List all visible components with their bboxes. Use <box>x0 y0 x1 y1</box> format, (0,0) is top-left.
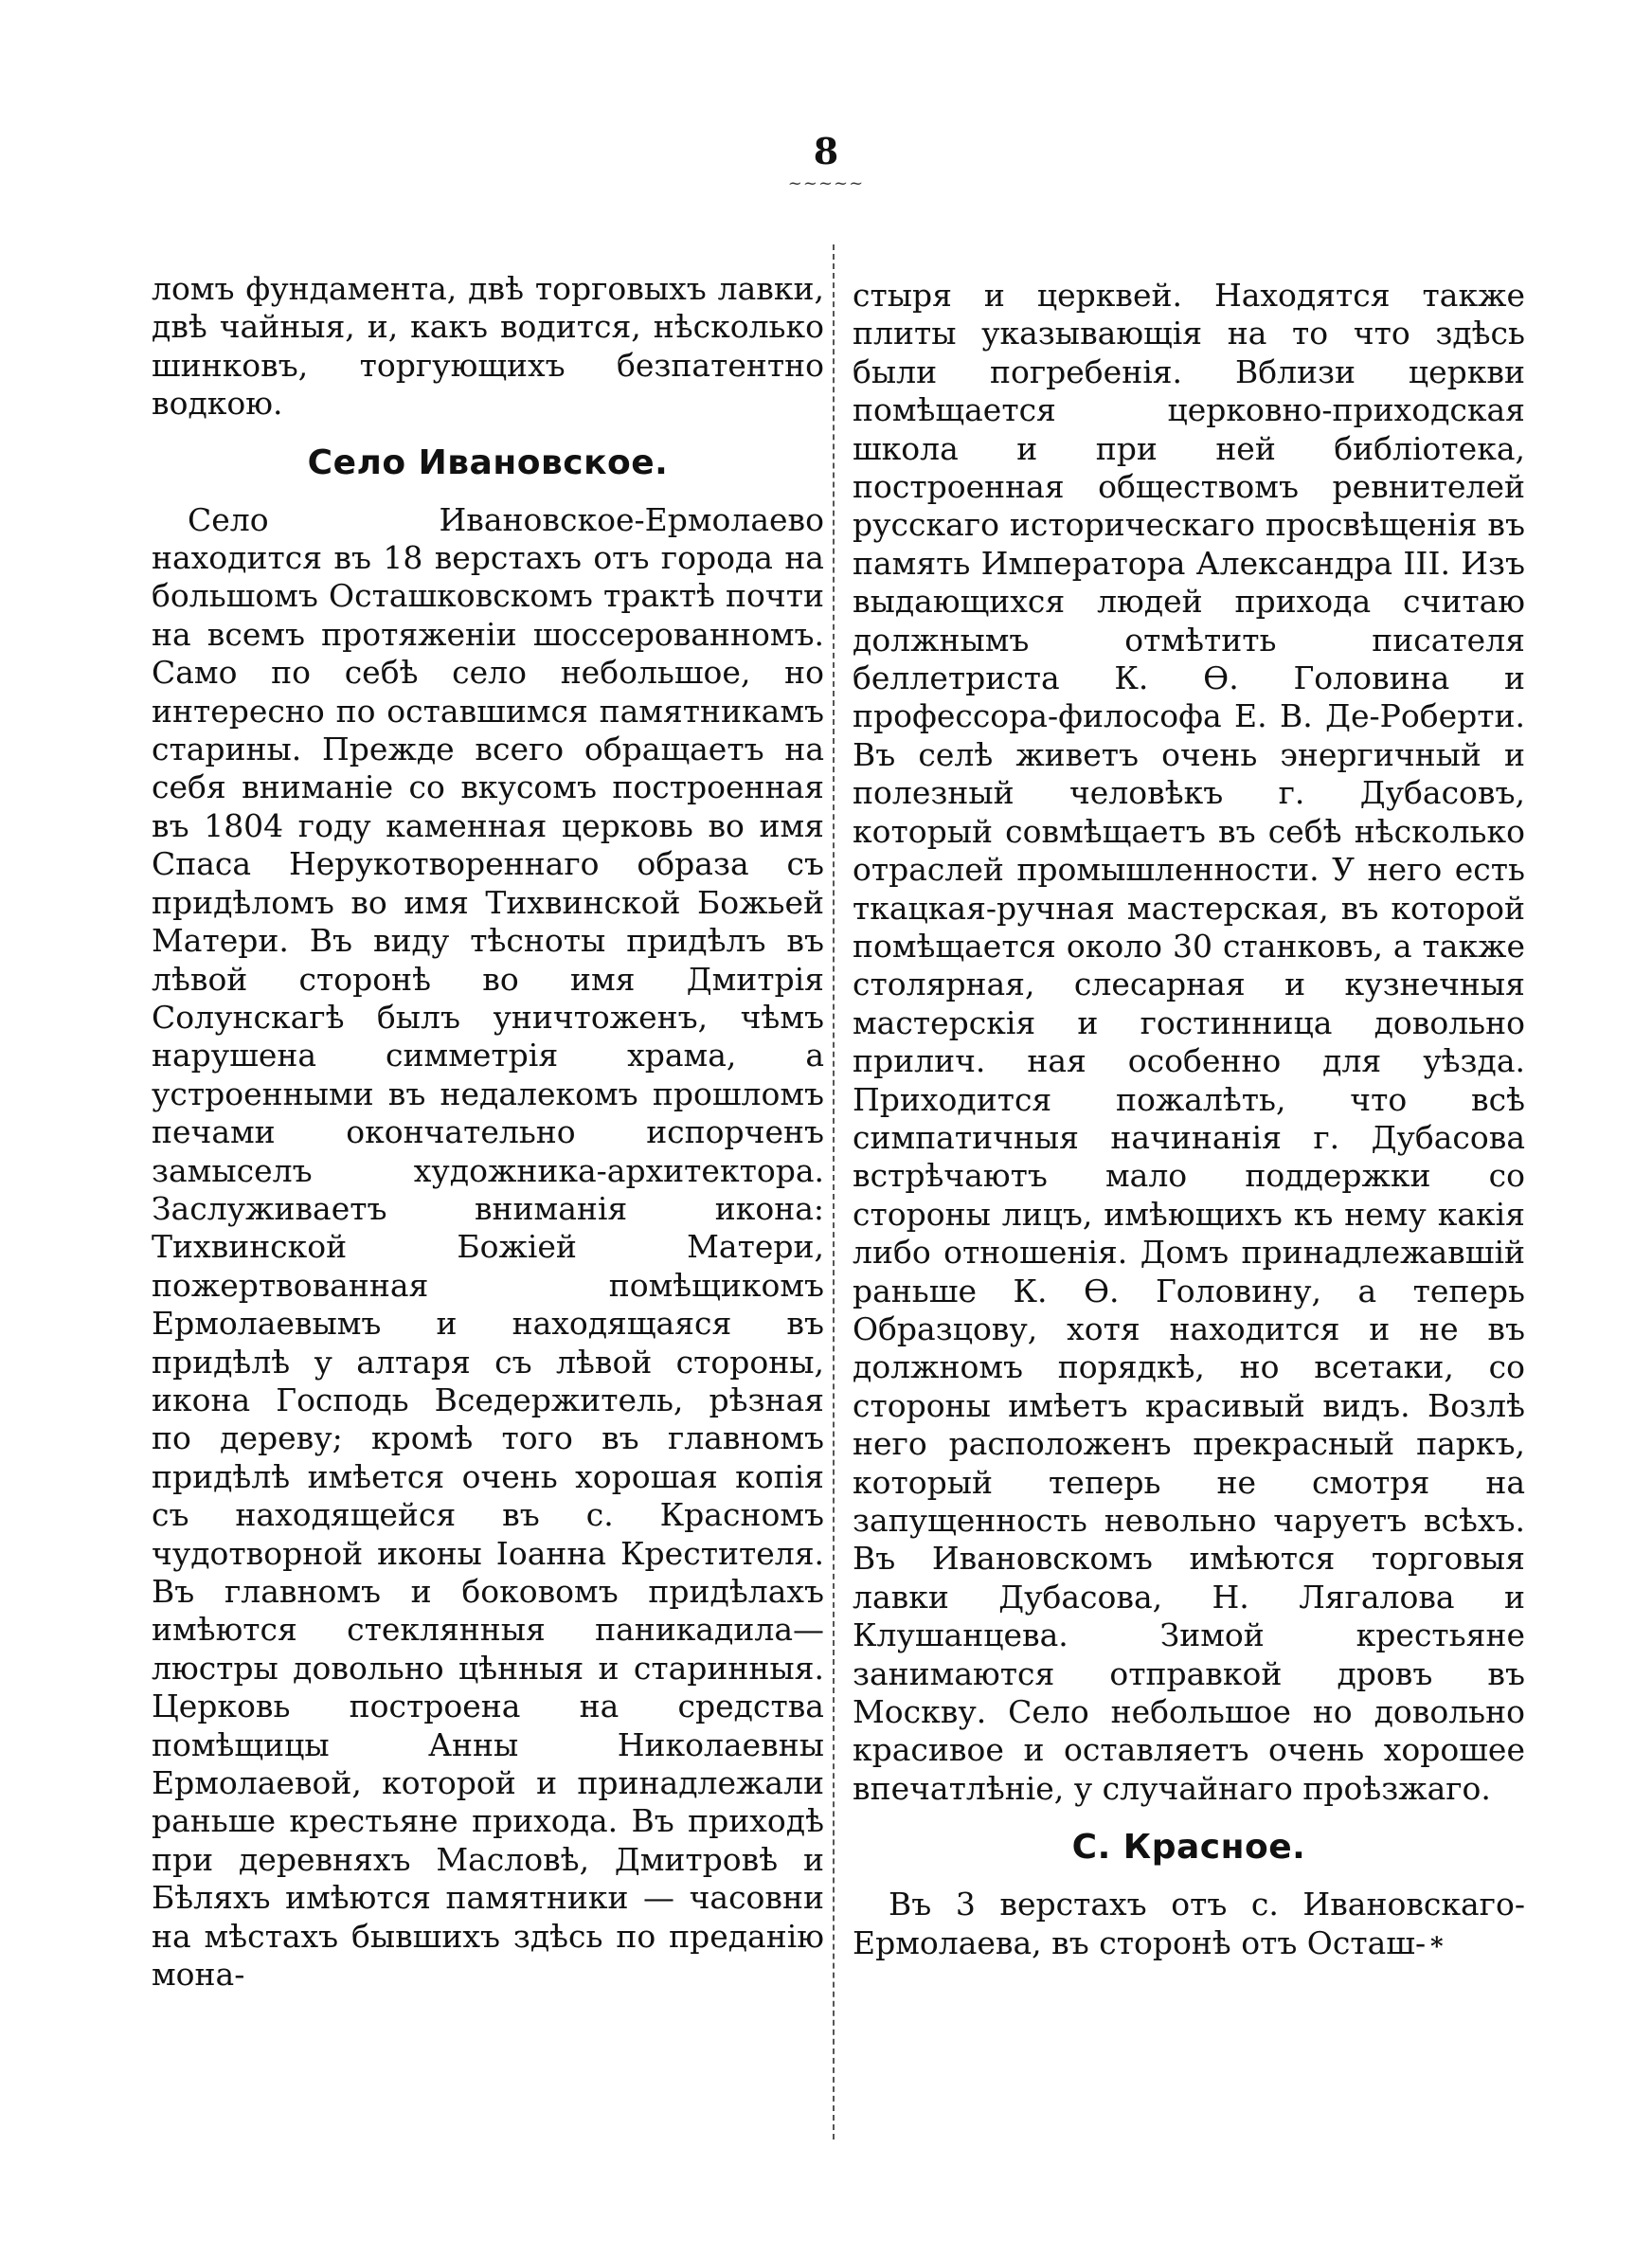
section-heading-ivanovskoe: Село Ивановское. <box>307 442 669 482</box>
paragraph-krasnoe: Въ 3 верстахъ отъ с. Ивановскаго-Ермолаева, въ сторонѣ отъ Осташ- <box>853 1886 1525 1961</box>
asterisk-mark: * <box>1430 1933 1444 1961</box>
column-divider <box>833 244 835 2140</box>
page-number: 8 <box>813 130 839 172</box>
paragraph-continuation: стыря и церквей. Находятся также плиты указывающія на то что здѣсь были погребенія. Вблизи церкви помѣщается церковно-приходская школа и при ней библіотека, построенная обществомъ ревнителей русскаго историческаго просвѣщенія въ память Императора Александра III. Изъ выдающихся людей прихода считаю должнымъ отмѣтить писателя беллетриста К. Ѳ. Головина и профессора-философа Е. В. Де-Роберти. Въ селѣ живетъ очень энергичный и полезный человѣкъ г. Дубасовъ, который совмѣщаетъ въ себѣ нѣсколько отраслей промышленности. У него есть ткацкая-ручная мастерская, въ которой помѣщается около 30 станковъ, а также столярная, слесарная и кузнечныя мастерскія и гостинница довольно прилич. ная особенно для уѣзда. Приходится пожалѣть, что всѣ симпатичныя начинанія г. Дубасова встрѣчаютъ мало поддержки со стороны лицъ, имѣющихъ къ нему какія либо отношенія. Домъ принадлежавшій раньше К. Ѳ. Головину, а теперь Образцову, хотя находится и не въ должномъ порядкѣ, но всетаки, со стороны имѣетъ красивый видъ. Возлѣ него расположенъ прекрасный паркъ, который теперь не смотря на запущенность невольно чаруетъ всѣхъ. Въ Ивановскомъ имѣются торговыя лавки Дубасова, Н. Лягалова и Клушанцева. Зимой крестьяне занимаются отправкой дровъ въ Москву. Село небольшое но довольно красивое и оставляетъ очень хорошее впечатлѣніе, у случайнаго проѣзжаго. <box>853 277 1525 1807</box>
paragraph-ivanovskoe: Село Ивановское-Ермолаево находится въ 18 верстахъ отъ города на большомъ Осташковскомъ трактѣ почти на всемъ протяженіи шоссерованномъ. Само по себѣ село небольшое, но интересно по оставшимся памятникамъ старины. Прежде всего обращаетъ на себя вниманіе со вкусомъ построенная въ 1804 году каменная церковь во имя Спаса Нерукотвореннаго образа съ придѣломъ во имя Тихвинской Божьей Матери. Въ виду тѣсноты придѣлъ въ лѣвой сторонѣ во имя Дмитрія Солунскагѣ былъ уничтоженъ, чѣмъ нарушена симметрія храма, а устроенными въ недалекомъ прошломъ печами окончательно испорченъ замыселъ художника-архитектора. Заслуживаетъ вниманія икона: Тихвинской Божіей Матери, пожертвованная помѣщикомъ Ермолаевымъ и находящаяся въ придѣлѣ у алтаря съ лѣвой стороны, икона Господь Вседержитель, рѣзная по дереву; кромѣ того въ главномъ придѣлѣ имѣется очень хорошая копія съ находящейся въ с. Красномъ чудотворной иконы Іоанна Крестителя. Въ главномъ и боковомъ придѣлахъ имѣются стеклянныя паникадила—люстры довольно цѣнныя и старинныя. Церковь построена на средства помѣщицы Анны Николаевны Ермолаевой, которой и принадлежали раньше крестьяне прихода. Въ приходѣ при деревняхъ Масловѣ, Дмитровѣ и Бѣляхъ имѣются памятники — часовни на мѣстахъ бывшихъ здѣсь по преданію мона- <box>152 500 824 1994</box>
left-column <box>152 270 824 1994</box>
header-ornament: ~~~~~ <box>787 173 865 193</box>
right-column <box>853 277 1525 1962</box>
paragraph-opening: ломъ фундамента, двѣ торговыхъ лавки, двѣ чайныя, и, какъ водится, нѣсколько шинковъ, торгующихъ безпатентно водкою. <box>152 270 824 423</box>
section-heading-krasnoe: С. Красное. <box>1071 1828 1306 1868</box>
